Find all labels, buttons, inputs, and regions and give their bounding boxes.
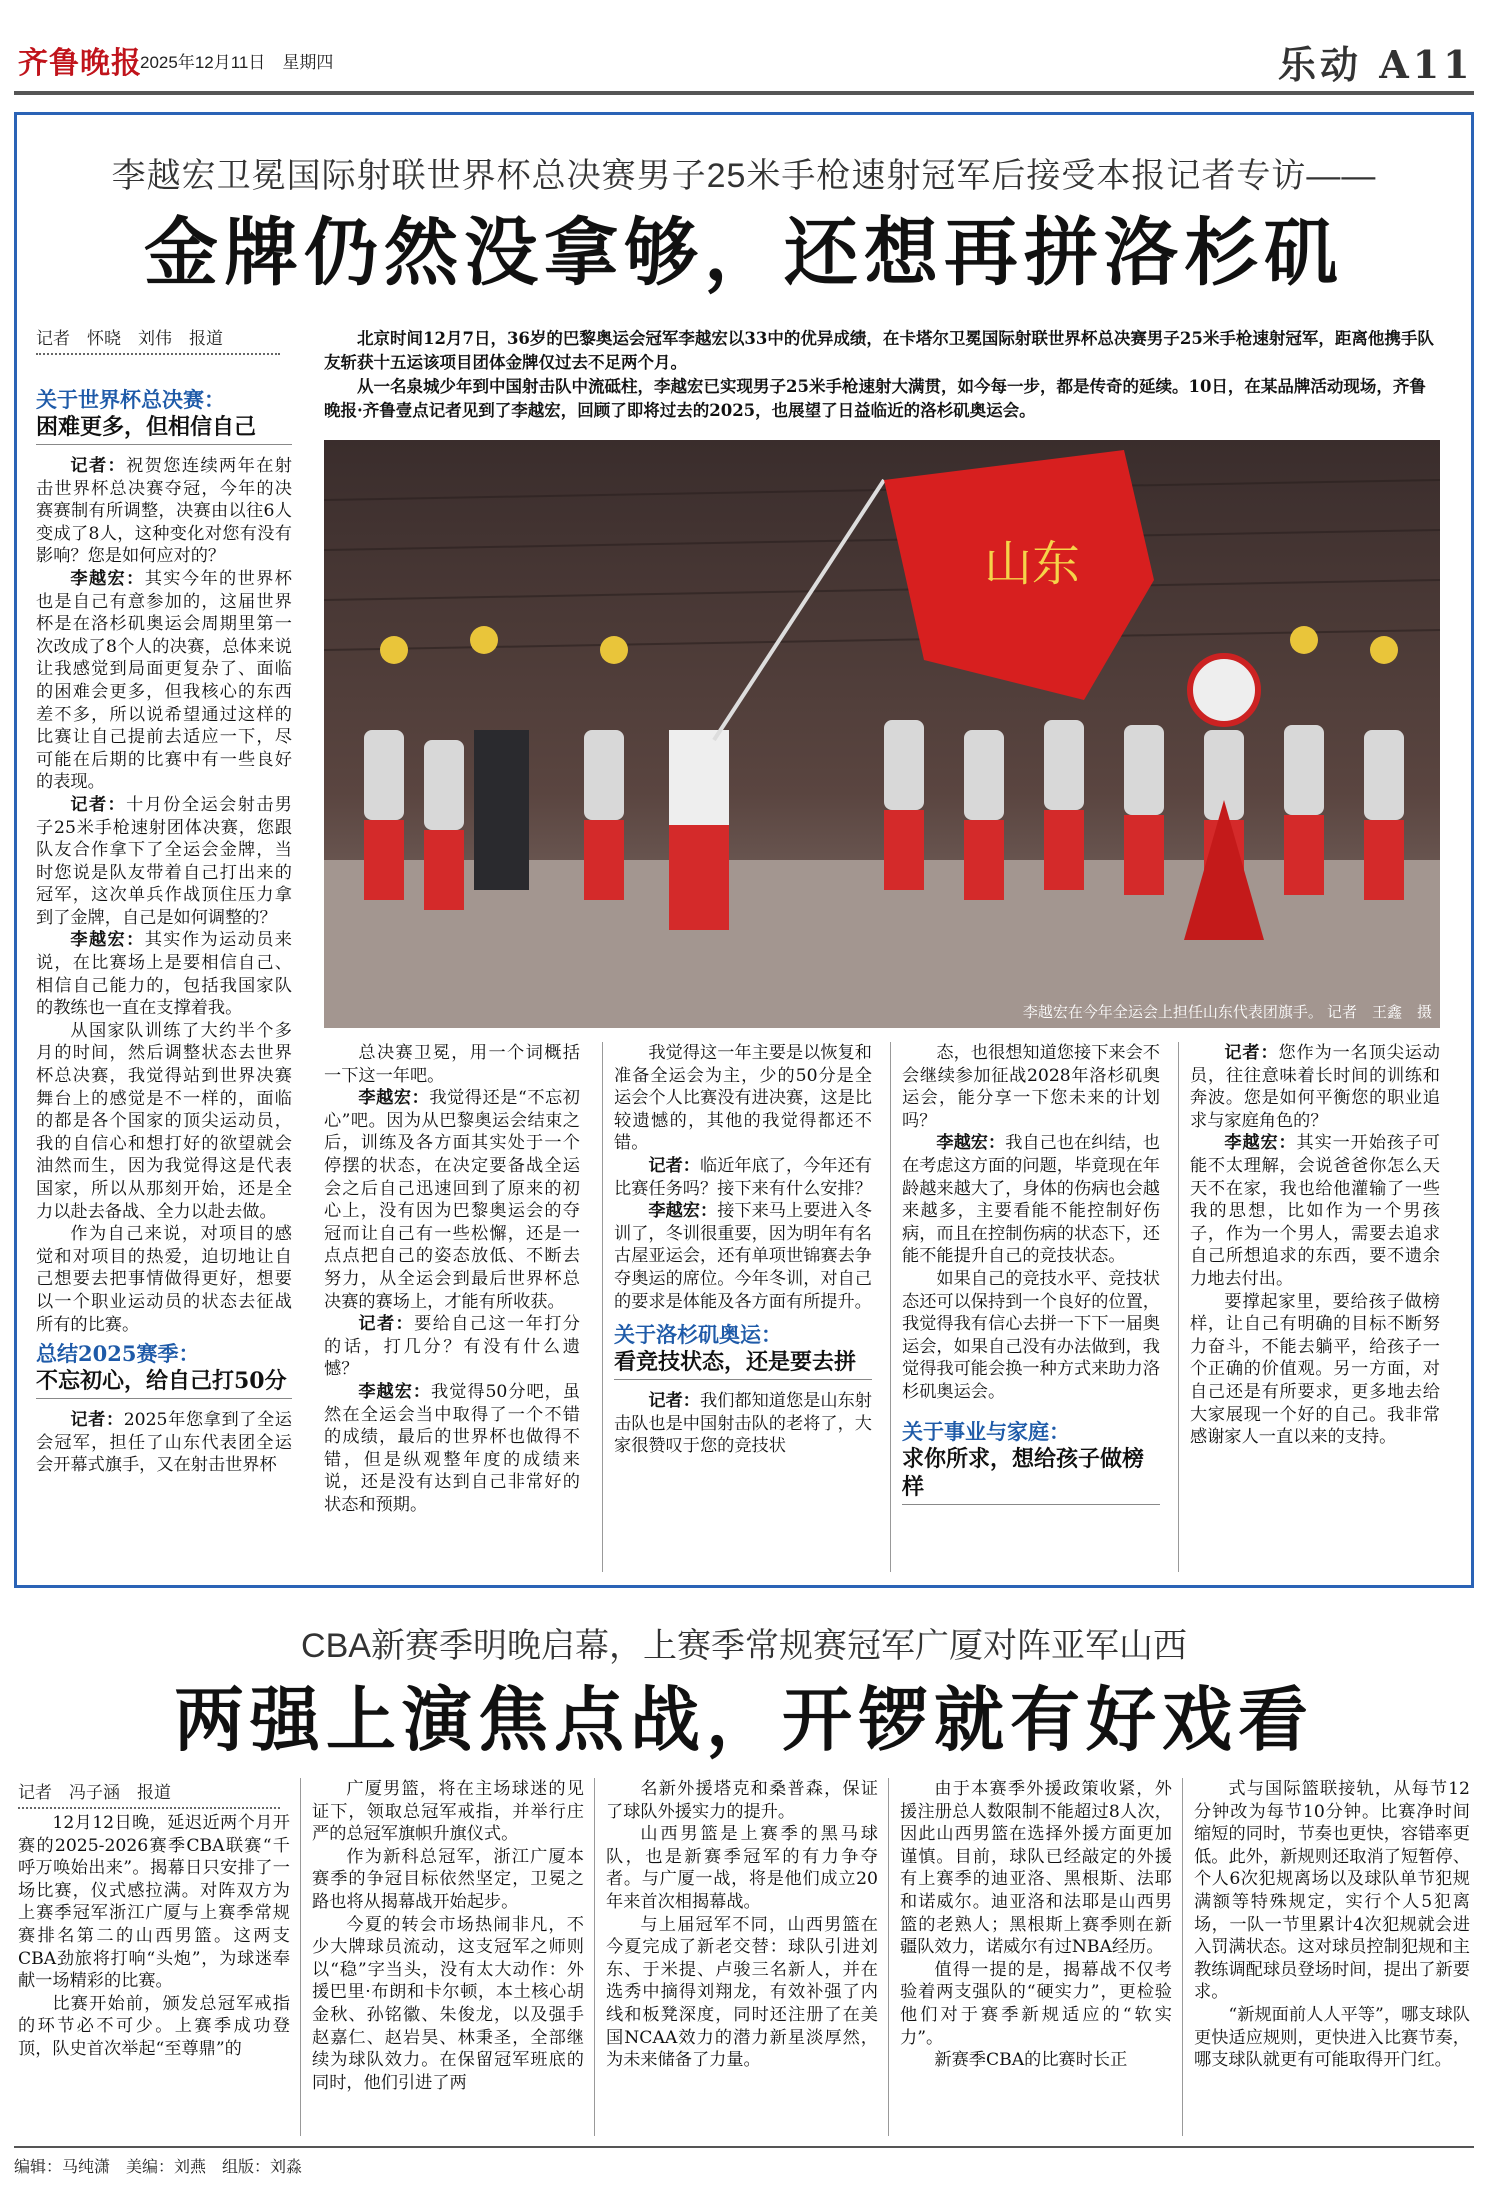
speaker-label: 李越宏： <box>1224 1133 1297 1154</box>
story2-column-2 <box>312 1778 584 2094</box>
article-paragraph: 李越宏：我觉得50分吧，虽然在全运会当中取得了一个不错的成绩，最后的世界杯也做得不错，但是纵观整年度的成绩来说，还是没有达到自己非常好的状态和预期。 <box>324 1381 580 1515</box>
subhead-kicker: 关于事业与家庭： <box>902 1418 1070 1444</box>
article-paragraph: 李越宏：我觉得还是“不忘初心”吧。因为从巴黎奥运会结束之后，训练及各方面其实处于一个停摆的状态，在决定要备战全运会之后自己迅速回到了原来的初心上，没有因为巴黎奥运会的夺冠而让自己有一些松懈，还是一点点把自己的姿态放低、不断去努力，从全运会到最后世界杯总决赛的赛场上，才能有所收获。 <box>324 1088 580 1312</box>
article-paragraph: 李越宏：其实一开始孩子可能不太理解，会说爸爸你怎么天天不在家，我也给他灌输了一些我的思想，比如作为一个男孩子，作为一个男人，需要去追求自己所想追求的东西，要不遗余力地去付出。 <box>1190 1133 1440 1289</box>
story1-byline: 记者 怀晓 刘伟 报道 <box>36 324 280 355</box>
article-paragraph: 名新外援塔克和桑普森，保证了球队外援实力的提升。 <box>606 1779 878 1822</box>
article-paragraph: 记者：十月份全运会射击男子25米手枪速射团体决赛，您跟队友合作拿下了全运会金牌，当时您说是队友带着自己打出来的冠军，这次单兵作战顶住压力拿到了金牌，自己是如何调整的？ <box>36 794 292 928</box>
article-paragraph: 总决赛卫冕，用一个词概括一下这一年吧。 <box>324 1043 580 1086</box>
speaker-label: 李越宏： <box>70 568 145 589</box>
issue-date: 2025年12月11日 星期四 <box>140 53 334 72</box>
header-rule <box>14 91 1474 95</box>
subhead-kicker: 关于洛杉矶奥运： <box>614 1322 782 1348</box>
story1-lead <box>324 327 1440 423</box>
subhead-title: 求你所求，想给孩子做榜样 <box>902 1445 1160 1505</box>
article-paragraph: 李越宏：我自己也在纠结，也在考虑这方面的问题，毕竟现在年龄越来越大了，身体的伤病也会越来越多，主要看能不能控制好伤病，而且在控制伤病的状态下，还能不能提升自己的竞技状态。 <box>902 1133 1160 1267</box>
story2-column-5 <box>1194 1778 1470 2072</box>
speaker-label: 记者： <box>70 456 127 476</box>
speaker-label: 记者： <box>358 1314 415 1335</box>
article-paragraph: 12月12日晚，延迟近两个月开赛的2025-2026赛季CBA联赛“千呼万唤始出来”。揭幕日只安排了一场比赛，仪式感拉满。对阵双方为上赛季冠军浙江广厦与上赛季常规赛排名第二的山西男篮。这两支CBA劲旅将打响“头炮”，为球迷奉献一场精彩的比赛。 <box>18 1813 290 1992</box>
story2-kicker: CBA新赛季明晚启幕，上赛季常规赛冠军广厦对阵亚军山西 <box>301 1627 1187 1665</box>
story1-column-5 <box>1190 1042 1440 1449</box>
flag-emblem-text: 山东 <box>984 536 1081 592</box>
article-paragraph: 值得一提的是，揭幕战不仅考验着两支强队的“硬实力”，更检验他们对于赛季新规适应的“软实力”。 <box>900 1959 1172 2048</box>
parade-photo-illustration <box>324 440 1440 1028</box>
lead-paragraph: 北京时间12月7日，36岁的巴黎奥运会冠军李越宏以33中的优异成绩，在卡塔尔卫冕国际射联世界杯总决赛男子25米手枪速射冠军，距离他携手队友斩获十五运该项目团体金牌仅过去不足两个月。 <box>324 329 1434 372</box>
speaker-label: 记者： <box>648 1391 700 1412</box>
article-paragraph: 记者：我们都知道您是山东射击队也是中国射击队的老将了，大家很赞叹于您的竞技状 <box>614 1391 872 1457</box>
subhead-title: 困难更多，但相信自己 <box>36 413 292 445</box>
column-divider <box>888 1778 889 2136</box>
article-text <box>900 1778 1172 2072</box>
article-text <box>18 1812 290 2061</box>
speaker-label: 李越宏： <box>936 1133 1006 1154</box>
article-paragraph: 作为自己来说，对项目的感觉和对项目的热爱，迫切地让自己想要去把事情做得更好，想要以一个职业运动员的状态去征战所有的比赛。 <box>36 1224 292 1335</box>
article-paragraph: 李越宏：其实今年的世界杯也是自己有意参加的，这届世界杯是在洛杉矶奥运会周期里第一次改成了8个人的决赛，总体来说让我感觉到局面更复杂了、面临的困难会更多，但我核心的东西差不多，所以说希望通过这样的比赛让自己提前去适应一下，尽可能在后期的比赛中有一些良好的表现。 <box>36 568 292 793</box>
speaker-label: 记者： <box>70 1410 124 1431</box>
article-text <box>1190 1042 1440 1449</box>
speaker-label: 李越宏： <box>648 1201 718 1222</box>
article-text <box>1194 1778 1470 2072</box>
story1-kicker: 李越宏卫冕国际射联世界杯总决赛男子25米手枪速射冠军后接受本报记者专访—— <box>111 157 1377 195</box>
article-paragraph: 记者：临近年底了，今年还有比赛任务吗？接下来有什么安排？ <box>614 1155 872 1199</box>
article-paragraph: 作为新科总冠军，浙江广厦本赛季的争冠目标依然坚定，卫冕之路也将从揭幕战开始起步。 <box>312 1846 584 1912</box>
story1-column-1 <box>36 386 292 1477</box>
column-divider <box>890 1042 891 1572</box>
column-divider <box>594 1778 595 2136</box>
story1-headline: 金牌仍然没拿够，还想再拼洛杉矶 <box>144 210 1344 296</box>
article-paragraph: 记者：祝贺您连续两年在射击世界杯总决赛夺冠，今年的决赛赛制有所调整，决赛由以往6人变成了8人，这种变化对您有没有影响？您是如何应对的？ <box>36 456 292 567</box>
column-divider <box>602 1042 603 1572</box>
article-text <box>614 1390 872 1458</box>
story1-column-4 <box>902 1042 1160 1505</box>
article-paragraph: 李越宏：接下来马上要进入冬训了，冬训很重要，因为明年有名古屋亚运会，还有单项世锦赛去争夺奥运的席位。今年冬训，对自己的要求是体能及各方面有所提升。 <box>614 1201 872 1312</box>
article-text <box>312 1778 584 2094</box>
article-paragraph: 今夏的转会市场热闹非凡，不少大牌球员流动，这支冠军之师则以“稳”字当头，没有太大动作：外援巴里·布朗和卡尔顿，本土核心胡金秋、孙铭徽、朱俊龙，以及强手赵嘉仁、赵岩昊、林秉圣，全部继续为球队效力。在保留冠军班底的同时，他们引进了两 <box>312 1914 584 2093</box>
article-paragraph: 记者：要给自己这一年打分的话，打几分？有没有什么遗憾？ <box>324 1314 580 1380</box>
speaker-label: 记者： <box>70 794 127 815</box>
column-divider <box>1178 1042 1179 1572</box>
newspaper-logo: 齐鲁晚报 <box>18 46 142 81</box>
subhead-title: 不忘初心，给自己打50分 <box>36 1367 292 1399</box>
article-paragraph: 从国家队训练了大约半个多月的时间，然后调整状态去世界杯总决赛，我觉得站到世界决赛舞台上的感觉是不一样的，面临的都是各个国家的顶尖运动员，我的自信心和想打好的欲望就会油然而生，因为我觉得这是代表国家，所以从那刻开始，还是全力以赴去备战、全力以赴去做。 <box>36 1020 292 1222</box>
article-paragraph: 由于本赛季外援政策收紧，外援注册总人数限制不能超过8人次，因此山西男篮在选择外援方面更加谨慎。目前，球队已经敲定的外援有上赛季的迪亚洛、黑根斯、法耶和诺威尔。迪亚洛和法耶是山西男篮的老熟人；黑根斯上赛季则在新疆队效力，诺威尔有过NBA经历。 <box>900 1779 1172 1958</box>
story1-column-3 <box>614 1042 872 1458</box>
article-paragraph: 比赛开始前，颁发总冠军戒指的环节必不可少。上赛季成功登顶，队史首次举起“至尊鼎”的 <box>18 1993 290 2059</box>
article-text <box>324 1042 580 1516</box>
speaker-label: 李越宏： <box>358 1381 432 1402</box>
article-paragraph: 新赛季CBA的比赛时长正 <box>934 2050 1128 2071</box>
article-paragraph: 广厦男篮，将在主场球迷的见证下，领取总冠军戒指，并举行庄严的总冠军旗帜升旗仪式。 <box>312 1779 584 1845</box>
article-paragraph: 记者：2025年您拿到了全运会冠军，担任了山东代表团全运会开幕式旗手，又在射击世界杯 <box>36 1410 292 1476</box>
story2-column-1 <box>18 1812 290 2061</box>
article-paragraph: 山西男篮是上赛季的黑马球队，也是新赛季冠军的有力争夺者。与广厦一战，将是他们成立20年来首次相揭幕战。 <box>606 1824 878 1912</box>
story2-headline: 两强上演焦点战，开锣就有好戏看 <box>174 1678 1314 1761</box>
article-text <box>606 1778 878 2072</box>
column-divider <box>1182 1778 1183 2136</box>
article-paragraph: 如果自己的竞技水平、竞技状态还可以保持到一个良好的位置，我觉得我有信心去拼一下下一届奥运会，如果自己没有办法做到，我觉得我可能会换一种方式来助力洛杉矶奥运会。 <box>902 1268 1160 1402</box>
news-photo <box>324 440 1440 1028</box>
article-paragraph: “新规面前人人平等”，哪支球队更快适应规则，更快进入比赛节奏，哪支球队就更有可能取得开门红。 <box>1194 2004 1470 2071</box>
speaker-label: 记者： <box>648 1155 700 1176</box>
article-text <box>614 1042 872 1313</box>
article-paragraph: 与上届冠军不同，山西男篮在今夏完成了新老交替：球队引进刘东、于米提、卢骏三名新人，并在选秀中摘得刘翔龙，有效补强了内线和板凳深度，同时还注册了在美国NCAA效力的潜力新星淡厚然，为未来储备了力量。 <box>606 1914 878 2071</box>
story2-byline: 记者 冯子涵 报道 <box>18 1778 280 1809</box>
subhead-kicker: 总结2025赛季： <box>36 1341 200 1367</box>
article-text <box>36 1409 292 1477</box>
page-credits: 编辑：马纯潇 美编：刘燕 组版：刘淼 <box>14 2146 1474 2177</box>
speaker-label: 李越宏： <box>70 930 145 951</box>
article-paragraph: 态，也很想知道您接下来会不会继续参加征战2028年洛杉矶奥运会，能分享一下您未来的计划吗？ <box>902 1043 1160 1131</box>
article-paragraph: 我觉得这一年主要是以恢复和准备全运会为主，少的50分是全运会个人比赛没有进决赛，这是比较遗憾的，其他的我觉得都还不错。 <box>614 1043 872 1154</box>
article-text <box>36 455 292 1336</box>
photo-caption: 李越宏在今年全运会上担任山东代表团旗手。 记者 王鑫 摄 <box>1022 1004 1432 1021</box>
article-paragraph: 李越宏：其实作为运动员来说，在比赛场上是要相信自己、相信自己能力的，包括我国家队的教练也一直在支撑着我。 <box>36 930 292 1019</box>
article-paragraph: 式与国际篮联接轨，从每节12分钟改为每节10分钟。比赛净时间缩短的同时，节奏也更快，容错率更低。此外，新规则还取消了短暂停、个人6次犯规离场以及球队单节犯规满额等特殊规定，实行个人5犯离场，一队一节里累计4次犯规就会进入罚满状态。这对球员控制犯规和主教练调配球员登场时间，提出了新要求。 <box>1194 1779 1470 2003</box>
story2-column-3 <box>606 1778 878 2072</box>
subhead-kicker: 关于世界杯总决赛： <box>36 387 225 412</box>
story2-column-4 <box>900 1778 1172 2072</box>
subhead-title: 看竞技状态，还是要去拼 <box>614 1348 872 1380</box>
article-paragraph: 记者：您作为一名顶尖运动员，往往意味着长时间的训练和奔波。您是如何平衡您的职业追求与家庭角色的？ <box>1190 1043 1440 1131</box>
story1-column-2 <box>324 1042 580 1516</box>
article-text <box>902 1042 1160 1404</box>
column-divider <box>300 1778 301 2136</box>
speaker-label: 李越宏： <box>358 1088 430 1109</box>
article-paragraph: 要撑起家里，要给孩子做榜样，让自己有明确的目标不断努力奋斗，不能去躺平，给孩子一个正确的价值观。另一方面，对自己还是有所要求，更多地去给大家展现一个好的自己。我非常感谢家人一直以来的支持。 <box>1190 1291 1440 1448</box>
speaker-label: 记者： <box>1224 1043 1279 1063</box>
section-page-label: 乐动 A11 <box>1278 42 1474 87</box>
lead-paragraph: 从一名泉城少年到中国射击队中流砥柱，李越宏已实现男子25米手枪速射大满贯，如今每一步，都是传奇的延续。10日，在某品牌活动现场，齐鲁晚报·齐鲁壹点记者见到了李越宏，回顾了即将过去的2025，也展望了日益临近的洛杉矶奥运会。 <box>324 377 1426 420</box>
